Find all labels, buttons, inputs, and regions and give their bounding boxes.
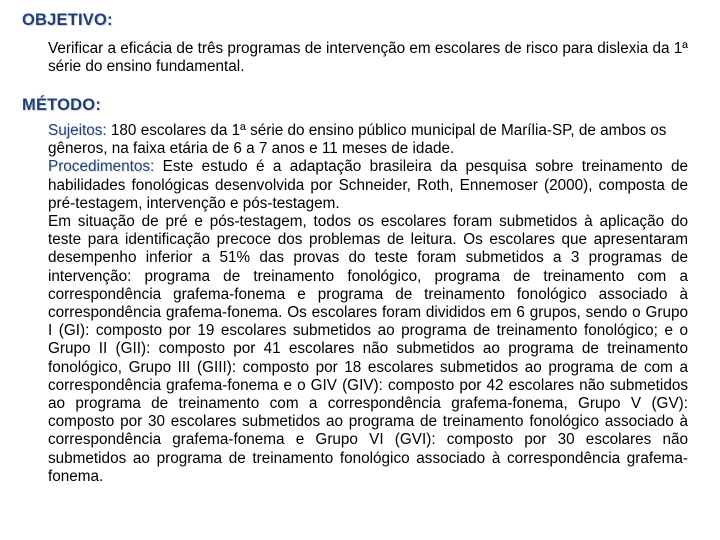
sujeitos-label: Sujeitos:: [48, 122, 107, 139]
procedimentos-text: Este estudo é a adaptação brasileira da pesquisa sobre treinamento de habilidades fonológicas desenvolvida por Schneider, Roth, Ennemoser (2000), composta de pré-testagem, intervenção e pós-testagem.: [48, 158, 688, 212]
procedimentos-paragraph: [48, 158, 688, 213]
metodo-body: [48, 122, 688, 486]
procedimentos-label: Procedimentos:: [48, 158, 155, 176]
sujeitos-text: 180 escolares da 1ª série do ensino público municipal de Marília-SP, de ambos os gêneros, na faixa etária de 6 a 7 anos e 11 meses de idade.: [48, 122, 667, 158]
metodo-heading: MÉTODO:: [22, 96, 102, 114]
intervention-paragraph: Em situação de pré e pós-testagem, todos os escolares foram submetidos à aplicação do teste para identificação precoce dos problemas de leitura. Os escolares que apresentaram desempenho inferior a 51% das provas do teste foram submetidos a 3 programas de intervenção: programa de treinamento fonológico, programa de treinamento com a correspondência grafema-fonema e programa de treinamento fonológico associado à correspondência grafema-fonema. Os escolares foram divididos em 6 grupos, sendo o Grupo I (GI): composto por 19 escolares submetidos ao programa de treinamento fonológico; e o Grupo II (GII): composto por 41 escolares não submetidos ao programa de treinamento fonológico, Grupo III (GIII): composto por 18 escolares submetidos ao programa de com a correspondência grafema-fonema e o GIV (GIV): composto por 42 escolares não submetidos ao programa de treinamento com a correspondência grafema-fonema, Grupo V (GV): composto por 30 escolares submetidos ao programa de treinamento fonológico associado à correspondência grafema-fonema e Grupo VI (GVI): composto por 30 escolares não submetidos ao programa de treinamento fonológico associado à correspondência grafema-fonema.: [48, 213, 688, 485]
objetivo-text: Verificar a eficácia de três programas de intervenção em escolares de risco para dislexia da 1ª série do ensino fundamental.: [48, 40, 688, 76]
sujeitos-paragraph: [48, 122, 688, 158]
objetivo-heading: OBJETIVO:: [22, 11, 113, 29]
